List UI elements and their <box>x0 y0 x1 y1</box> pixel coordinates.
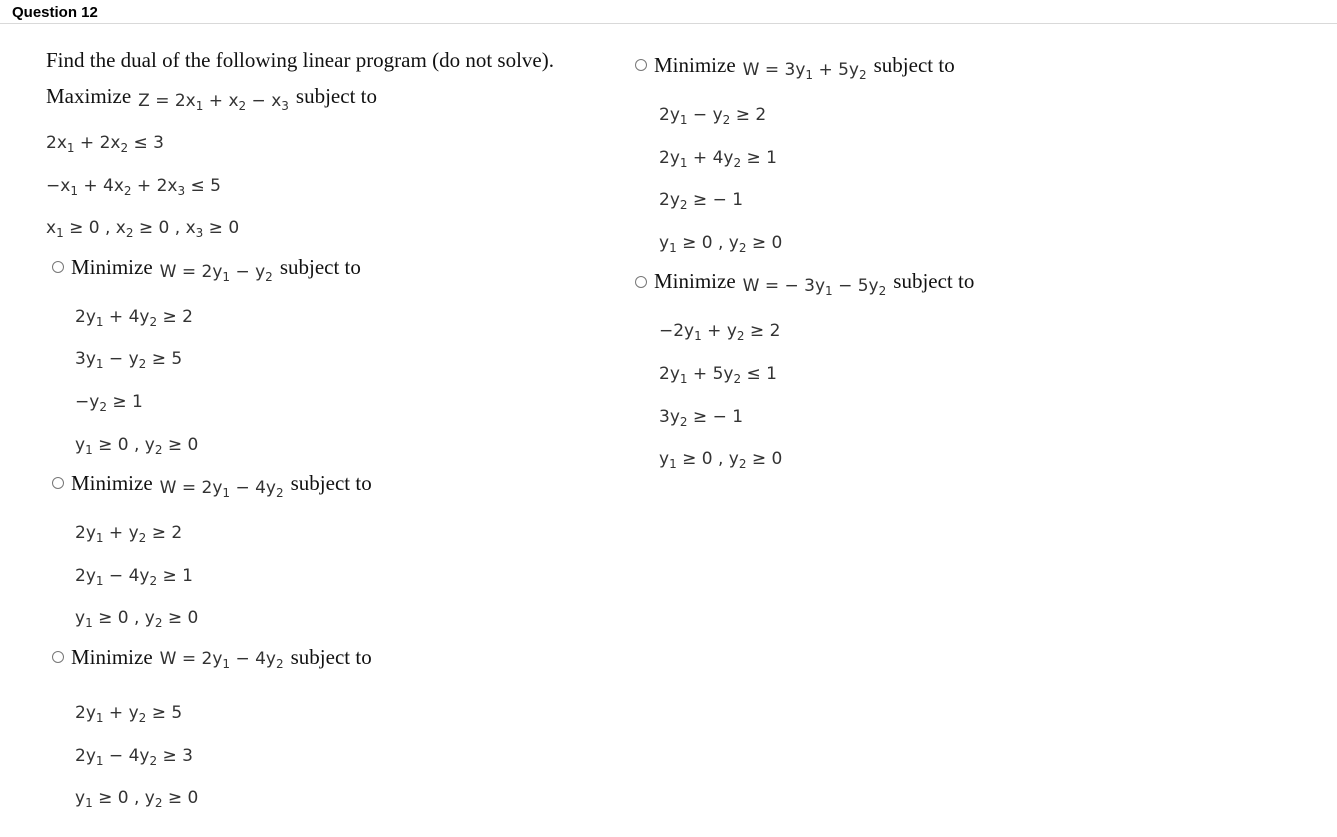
option-b-nonnegativity: $y_1 \ge 0$ , $y_2 \ge 0$ <box>75 608 199 631</box>
option-c-nonnegativity: $y_1 \ge 0$ , $y_2 \ge 0$ <box>75 788 199 811</box>
option-d-constraint-1: $2y_1 - y_2 \ge 2$ <box>659 105 767 127</box>
option-c-subject-to: subject to <box>290 644 372 669</box>
option-b-objective: $W = 2y_1 - 4y_2$ <box>159 478 284 501</box>
option-c-constraint-2: $2y_1 - 4y_2 \ge 3$ <box>75 745 193 768</box>
header-divider <box>0 23 1337 24</box>
option-b-minimize-label: Minimize <box>71 471 153 496</box>
option-e-radio[interactable] <box>635 276 647 288</box>
question-prompt: Find the dual of the following linear program (do not solve). <box>46 48 554 72</box>
option-c-minimize-label: Minimize <box>71 644 153 669</box>
primal-objective: $Z = 2x_1 + x_2 - x_3$ <box>138 91 289 113</box>
question-title: Question 12 <box>12 4 98 21</box>
option-a-constraint-3: $-y_2 \ge 1$ <box>75 391 143 414</box>
primal-objective-line <box>46 78 626 122</box>
option-b-head[interactable] <box>52 466 626 506</box>
option-d-head[interactable] <box>635 48 1235 88</box>
options-right-column <box>635 48 1235 481</box>
option-c-constraint-1: $2y_1 + y_2 \ge 5$ <box>75 702 183 725</box>
option-c-head[interactable] <box>52 640 626 686</box>
option-d-nonnegativity: $y_1 \ge 0$ , $y_2 \ge 0$ <box>659 232 783 255</box>
option-e-constraint-1: $-2y_1 + y_2 \ge 2$ <box>659 321 781 344</box>
maximize-label: Maximize <box>46 84 132 108</box>
option-a-radio[interactable] <box>52 261 64 273</box>
primal-constraint-2: $-x_1 + 4x_2 + 2x_3 \le 5$ <box>46 175 221 198</box>
option-e-constraint-2: $2y_1 + 5y_2 \le 1$ <box>659 363 777 386</box>
option-a-head[interactable] <box>52 250 626 290</box>
option-a-minimize-label: Minimize <box>71 254 153 279</box>
option-e-head[interactable] <box>635 264 1235 304</box>
option-d-objective: $W = 3y_1 + 5y_2$ <box>742 60 867 82</box>
answer-option-b[interactable] <box>52 466 626 640</box>
option-e-objective: W = − $3y_1 - 5y_2$ <box>742 276 887 299</box>
option-b-subject-to: subject to <box>290 471 372 496</box>
answer-option-c[interactable] <box>52 640 626 820</box>
option-a-constraint-2: $3y_1 - y_2 \ge 5$ <box>75 349 183 372</box>
answer-option-a[interactable] <box>52 250 626 466</box>
option-b-radio[interactable] <box>52 477 64 489</box>
subject-to-label: subject to <box>295 84 377 108</box>
option-b-constraint-2: $2y_1 - 4y_2 \ge 1$ <box>75 565 193 588</box>
option-c-objective: $W = 2y_1 - 4y_2$ <box>159 648 284 671</box>
option-e-nonnegativity: $y_1 \ge 0$ , $y_2 \ge 0$ <box>659 449 783 472</box>
option-e-minimize-label: Minimize <box>654 269 736 294</box>
option-d-subject-to: subject to <box>873 53 955 77</box>
option-d-minimize-label: Minimize <box>654 53 736 77</box>
option-b-constraint-1: $2y_1 + y_2 \ge 2$ <box>75 523 183 546</box>
answer-option-d[interactable] <box>635 48 1235 264</box>
question-stem-column <box>46 42 626 820</box>
primal-nonnegativity: $x_1 \ge 0$ , $x_2 \ge 0$ , $x_3 \ge 0$ <box>46 218 240 241</box>
option-c-radio[interactable] <box>52 651 64 663</box>
option-a-nonnegativity: $y_1 \ge 0$ , $y_2 \ge 0$ <box>75 434 199 457</box>
option-d-constraint-2: $2y_1 + 4y_2 \ge 1$ <box>659 147 777 170</box>
primal-constraint-1: $2x_1 + 2x_2 \le 3$ <box>46 133 164 155</box>
option-e-constraint-3: $3y_2$ ≥ − 1 <box>659 406 744 429</box>
option-d-constraint-3: $2y_2$ ≥ − 1 <box>659 190 744 213</box>
option-a-objective: $W = 2y_1 - y_2$ <box>159 261 273 284</box>
option-a-subject-to: subject to <box>279 254 361 279</box>
answer-option-e[interactable] <box>635 264 1235 480</box>
option-e-subject-to: subject to <box>893 269 975 294</box>
option-a-constraint-1: $2y_1 + 4y_2 \ge 2$ <box>75 306 193 329</box>
option-d-radio[interactable] <box>635 59 647 71</box>
